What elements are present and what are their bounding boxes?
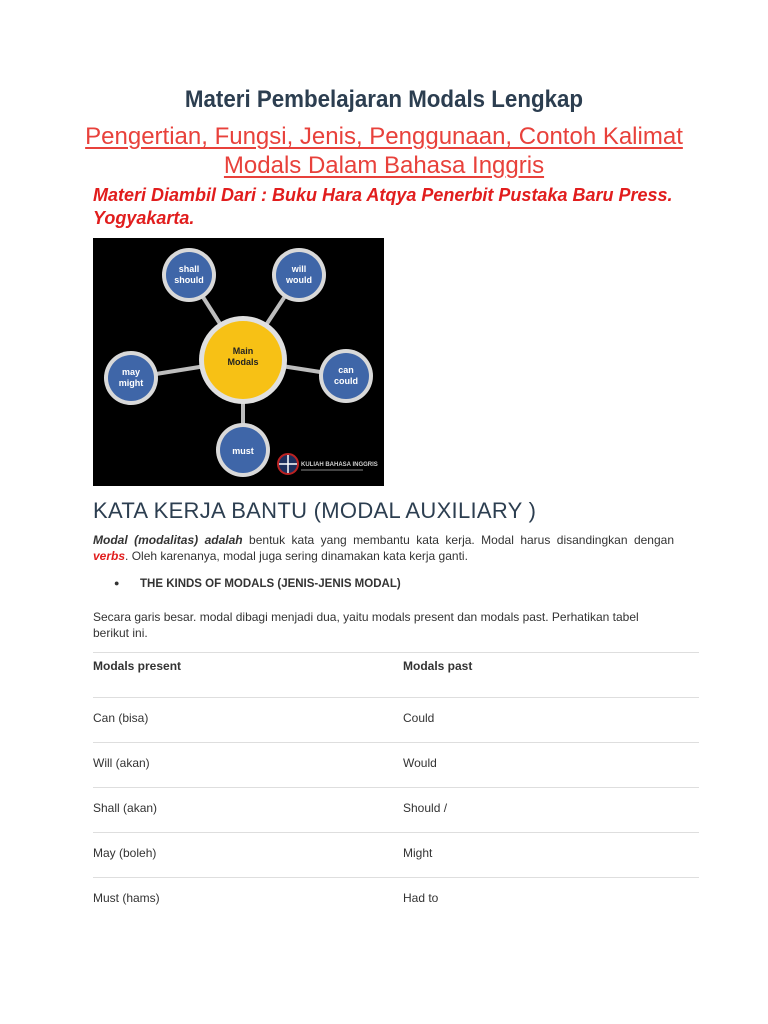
node-can-could [319, 349, 373, 403]
table-cell: Must (hams) [93, 891, 160, 905]
node-will-would [272, 248, 326, 302]
node-may-might [104, 351, 158, 405]
table-row [93, 787, 699, 832]
table-row [93, 742, 699, 787]
node-must [216, 423, 270, 477]
table-cell: Could [403, 711, 435, 725]
intro-text-1: bentuk kata yang membantu kata kerja. Modal harus disandingkan dengan [242, 533, 674, 547]
bullet-dot-icon: ● [114, 578, 120, 588]
table-cell: Will (akan) [93, 756, 150, 770]
intro-term: Modal (modalitas) adalah [93, 533, 243, 547]
table-header-row [93, 652, 699, 697]
page-title: Materi Pembelajaran Modals Lengkap [184, 86, 584, 113]
modals-table [93, 652, 699, 922]
modals-diagram-image [93, 238, 384, 486]
section-heading: KATA KERJA BANTU (MODAL AUXILIARY ) [93, 498, 537, 523]
watermark-text: KULIAH BAHASA INGGRIS [301, 462, 378, 468]
column-header: Modals past [403, 659, 473, 673]
table-cell: Shall (akan) [93, 801, 158, 815]
node-label: must [232, 446, 254, 456]
table-cell: Had to [403, 891, 439, 905]
node-label: can [338, 365, 354, 375]
node-label: may [121, 367, 141, 377]
node-label: will [291, 264, 307, 274]
table-row [93, 877, 699, 922]
modals-diagram-svg [93, 238, 384, 486]
subtitle-link[interactable]: Pengertian, Fungsi, Jenis, Penggunaan, Contoh Kalimat Modals Dalam Bahasa Inggris [85, 123, 683, 179]
table-cell: Should / [403, 801, 448, 815]
table-cell: May (boleh) [93, 846, 157, 860]
node-label: could [334, 376, 358, 386]
center-label-2: Modals [227, 357, 259, 367]
list-item [114, 578, 401, 590]
intro-paragraph [93, 532, 674, 564]
column-header: Modals present [93, 659, 182, 673]
node-label: might [118, 378, 144, 388]
bullet-label: THE KINDS OF MODALS (JENIS-JENIS MODAL) [140, 578, 401, 590]
intro-text-2: . Oleh karenanya, modal juga sering dinamakan kata kerja ganti. [125, 549, 468, 563]
table-row [93, 832, 699, 877]
node-label: would [286, 275, 312, 285]
table-row [93, 697, 699, 742]
table-cell: Might [403, 846, 433, 860]
node-label: should [174, 275, 204, 285]
intro-verbs: verbs [93, 549, 126, 563]
node-label: shall [178, 264, 200, 274]
center-label-1: Main [232, 346, 254, 356]
center-node [199, 316, 287, 404]
body-paragraph: Secara garis besar. modal dibagi menjadi dua, yaitu modals present dan modals past. Perhatikan tabel berikut ini. [93, 610, 639, 640]
table-cell: Would [403, 756, 437, 770]
table-cell: Can (bisa) [93, 711, 149, 725]
source-note: Materi Diambil Dari : Buku Hara Atqya Penerbit Pustaka Baru Press. Yogyakarta. [93, 185, 673, 228]
node-shall-should [162, 248, 216, 302]
